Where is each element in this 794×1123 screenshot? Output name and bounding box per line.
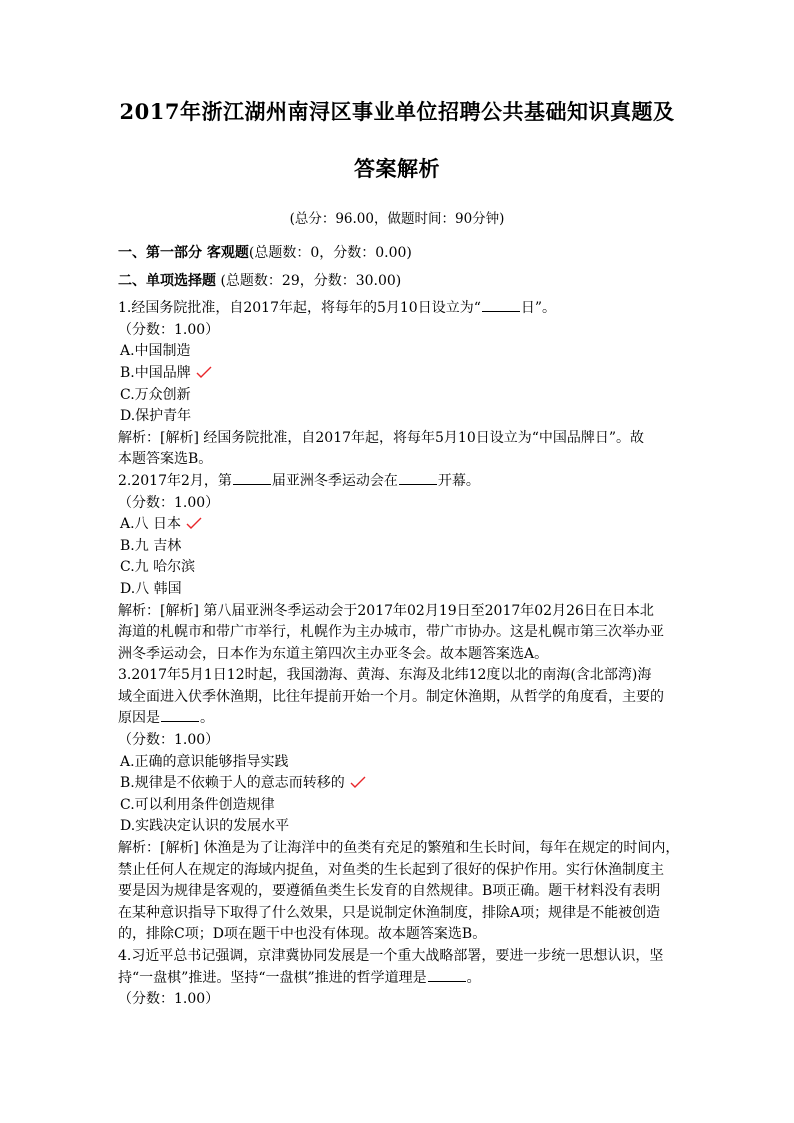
q3-analysis-line1: 解析：[解析] 休渔是为了让海洋中的鱼类有充足的繁殖和生长时间，每年在规定的时间内， (118, 840, 680, 857)
answer-blank (233, 472, 271, 485)
document-title: 2017年浙江湖州南浔区事业单位招聘公共基础知识真题及 (119, 99, 675, 124)
q4-stem-l2a: 持“一盘棋”推进。坚持“一盘棋”推进的哲学道理是 (118, 969, 427, 986)
q2-stem-c: 开幕。 (437, 472, 480, 489)
q2-stem-b: 届亚洲冬季运动会在 (271, 472, 398, 489)
section-1-header (118, 243, 688, 265)
q2-option-a-text: A.八 日本 (120, 516, 182, 533)
correct-check-icon (349, 775, 367, 789)
exam-meta: (总分：96.00，做题时间：90分钟) (289, 211, 505, 227)
answer-blank (428, 969, 466, 982)
section-2-label: 二、单项选择题 (118, 272, 216, 289)
answer-blank (161, 709, 199, 722)
answer-blank (482, 299, 520, 312)
section-1-label: 一、第一部分 客观题 (118, 245, 249, 261)
q1-option-b (118, 363, 688, 385)
q3-option-b (118, 773, 688, 795)
q2-analysis-line3: 洲冬季运动会，日本作为东道主第四次主办亚冬会。故本题答案选A。 (118, 645, 549, 662)
q3-option-a: A.正确的意识能够指导实践 (120, 753, 289, 770)
q3-analysis-line5: 的，排除C项；D项在题干中也没有体现。故本题答案选B。 (118, 926, 487, 943)
answer-blank (399, 472, 437, 485)
q1-option-a: A.中国制造 (120, 343, 191, 360)
q1-option-d: D.保护青年 (120, 408, 192, 425)
q3-analysis-line4: 在某种意识指导下取得了什么效果，只是说制定休渔制度，排除A项；规律是不能被创造 (118, 904, 661, 921)
q2-option-d: D.八 韩国 (120, 580, 182, 597)
q2-option-c: C.九 哈尔滨 (120, 559, 196, 576)
q2-stem (118, 471, 688, 493)
q1-analysis-line2: 本题答案选B。 (118, 451, 213, 468)
q1-stem-b: 日”。 (520, 300, 557, 317)
q3-option-b-text: B.规律是不依赖于人的意志而转移的 (120, 775, 345, 792)
q3-score: （分数：1.00） (118, 732, 220, 749)
q3-stem-line2: 域全面进入伏季休渔期，比往年提前开始一个月。制定休渔期，从哲学的角度看，主要的 (118, 688, 664, 705)
q2-analysis-line2: 海道的札幌市和带广市举行，札幌作为主办城市，带广市协办。这是札幌市第三次举办亚 (118, 624, 664, 641)
q2-option-a (118, 514, 688, 536)
section-2-stats: (总题数：29，分数：30.00) (220, 272, 402, 289)
q1-option-c: C.万众创新 (120, 386, 191, 403)
q3-option-d: D.实践决定认识的发展水平 (120, 818, 290, 835)
q4-stem-line1: 4.习近平总书记强调，京津冀协同发展是一个重大战略部署，要进一步统一思想认识，坚 (118, 948, 664, 964)
q1-analysis-line1: 解析：[解析] 经国务院批准，自2017年起，将每年5月10日设立为“中国品牌日”。故 (118, 429, 645, 446)
q1-score: （分数：1.00） (118, 321, 220, 338)
q3-stem-l3a: 原因是 (118, 710, 160, 727)
q3-option-c: C.可以利用条件创造规律 (120, 796, 275, 813)
q4-stem-line2 (118, 968, 688, 990)
q3-stem-line3 (118, 708, 688, 730)
q1-option-b-text: B.中国品牌 (120, 364, 191, 381)
q2-analysis-line1: 解析：[解析] 第八届亚洲冬季运动会于2017年02月19日至2017年02月26日在日本北 (118, 602, 654, 619)
q3-analysis-line2: 禁止任何人在规定的海域内捉鱼，对鱼类的生长起到了很好的保护作用。实行休渔制度主 (118, 861, 664, 878)
q2-stem-a: 2.2017年2月，第 (118, 472, 232, 489)
document-body (118, 243, 688, 1011)
correct-check-icon (195, 365, 213, 379)
correct-check-icon (185, 516, 203, 530)
q2-option-b: B.九 吉林 (120, 537, 182, 554)
section-1-stats: (总题数：0，分数：0.00) (248, 245, 412, 261)
q2-score: （分数：1.00） (118, 494, 220, 511)
q4-score: （分数：1.00） (118, 991, 220, 1008)
q4-stem-l2b: 。 (466, 969, 481, 986)
q3-stem-line1: 3.2017年5月1日12时起，我国渤海、黄海、东海及北纬12度以北的南海(含北部湾)海 (118, 667, 652, 684)
q3-stem-l3b: 。 (200, 710, 214, 727)
q1-stem (118, 298, 688, 320)
q3-analysis-line3: 要是因为规律是客观的，要遵循鱼类生长发育的自然规律。B项正确。题干材料没有表明 (118, 883, 661, 900)
document-title-line2: 答案解析 (354, 156, 440, 181)
section-2-header (118, 271, 688, 293)
q1-stem-a: 1.经国务院批准，自2017年起，将每年的5月10日设立为“ (118, 300, 481, 317)
